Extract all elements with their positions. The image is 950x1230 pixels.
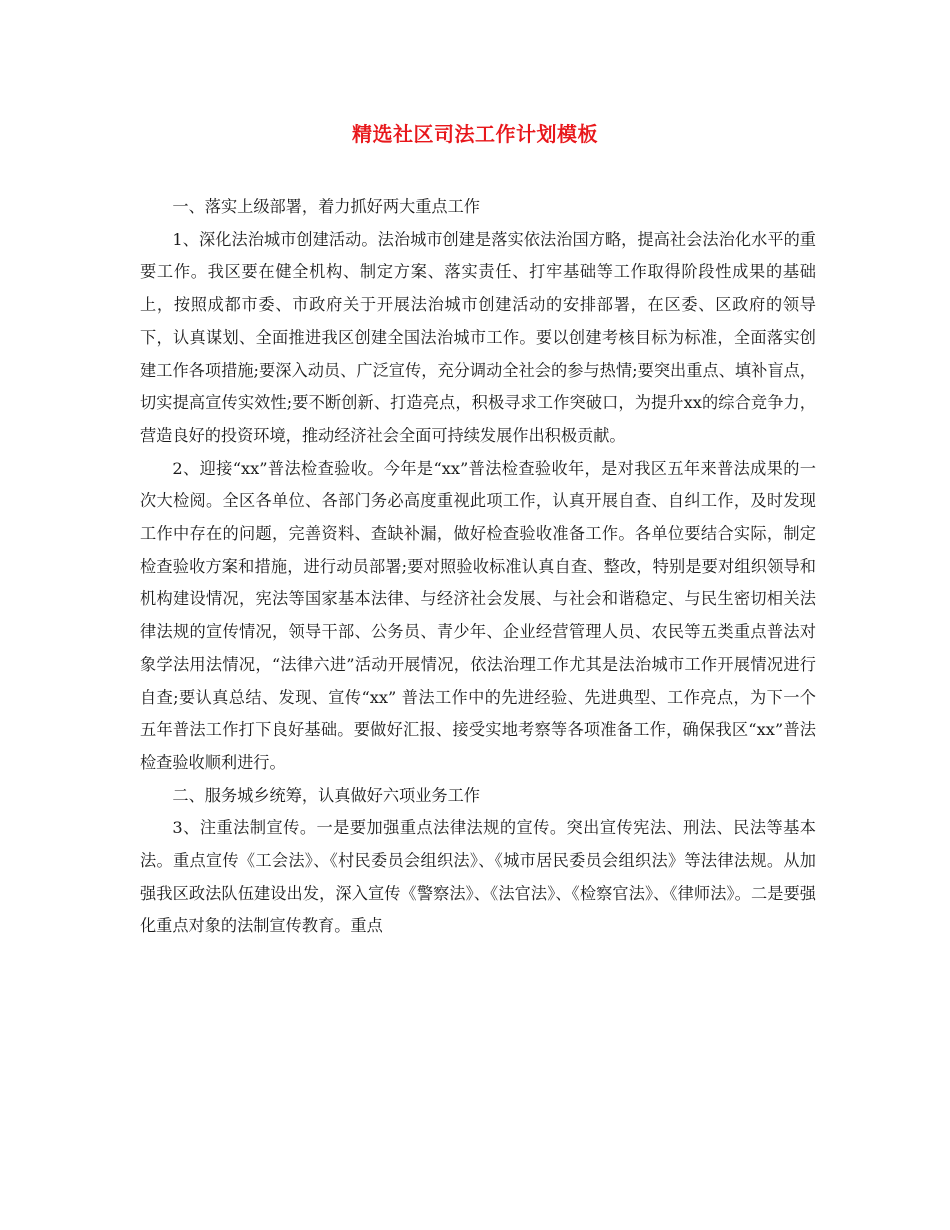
document-body [140, 191, 816, 943]
section-heading-1: 一、落实上级部署，着力抓好两大重点工作 [172, 197, 480, 216]
paragraph-item-2: 2、迎接“xx”普法检查验收。今年是“xx”普法检查验收年，是对我区五年来普法成果的一次大检阅。全区各单位、各部门务必高度重视此项工作，认真开展自查、自纠工作，及时发现工作中存在的问题，完善资料、查缺补漏，做好检查验收准备工作。各单位要结合实际，制定检查验收方案和措施，进行动员部署;要对照验收标准认真自查、整改，特别是要对组织领导和机构建设情况，宪法等国家基本法律、与经济社会发展、与社会和谐稳定、与民生密切相关法律法规的宣传情况，领导干部、公务员、青少年、企业经营管理人员、农民等五类重点普法对象学法用法情况，“法律六进”活动开展情况，依法治理工作尤其是法治城市工作开展情况进行自查;要认真总结、发现、宣传“xx” 普法工作中的先进经验、先进典型、工作亮点，为下一个五年普法工作打下良好基础。要做好汇报、接受实地考察等各项准备工作，确保我区“xx”普法检查验收顺利进行。 [140, 458, 816, 772]
paragraph-item-1: 1、深化法治城市创建活动。法治城市创建是落实依法治国方略，提高社会法治化水平的重要工作。我区要在健全机构、制定方案、落实责任、打牢基础等工作取得阶段性成果的基础上，按照成都市委、市政府关于开展法治城市创建活动的安排部署，在区委、区政府的领导下，认真谋划、全面推进我区创建全国法治城市工作。要以创建考核目标为标准，全面落实创建工作各项措施;要深入动员、广泛宣传，充分调动全社会的参与热情;要突出重点、填补盲点，切实提高宣传实效性;要不断创新、打造亮点，积极寻求工作突破口，为提升xx的综合竞争力，营造良好的投资环境，推动经济社会全面可持续发展作出积极贡献。 [140, 229, 816, 445]
section-heading-2: 二、服务城乡统筹，认真做好六项业务工作 [172, 785, 480, 805]
paragraph-item-3: 3、注重法制宣传。一是要加强重点法律法规的宣传。突出宣传宪法、刑法、民法等基本法。重点宣传《工会法》、《村民委员会组织法》、《城市居民委员会组织法》等法律法规。从加强我区政法队伍建设出发，深入宣传《警察法》、《法官法》、《检察官法》、《律师法》。二是要强化重点对象的法制宣传教育。重点 [140, 818, 816, 936]
document-title: 精选社区司法工作计划模板 [352, 122, 598, 146]
